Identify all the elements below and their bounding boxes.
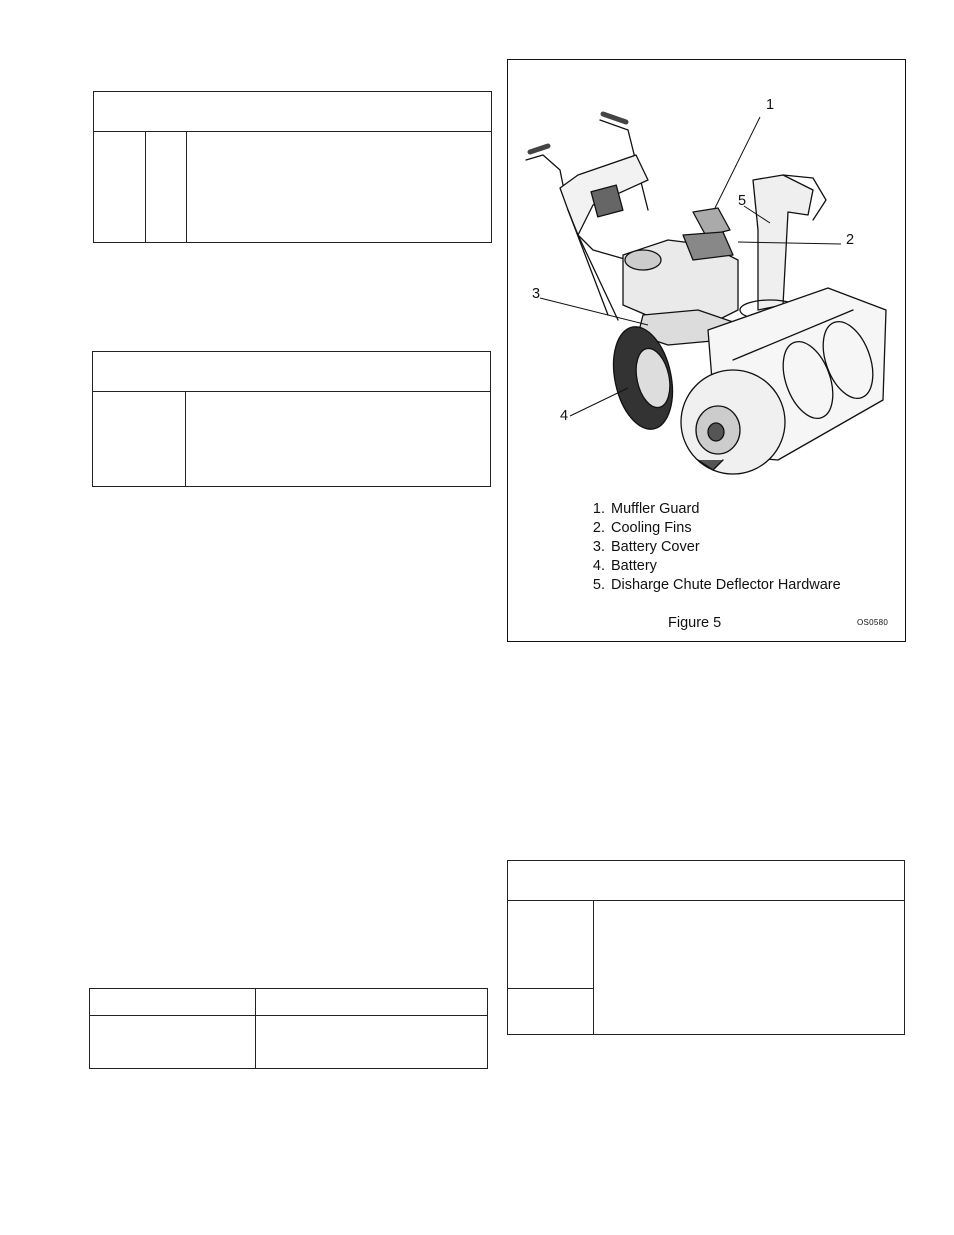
figure-caption: Figure 5 <box>668 615 722 631</box>
figure-5-frame <box>507 59 906 642</box>
callout-5: 5 <box>738 193 747 209</box>
table-4-col-divider <box>593 900 594 1035</box>
figure-code: OS0580 <box>857 618 889 627</box>
legend-item <box>581 500 841 519</box>
table-3-header-divider <box>89 1015 488 1016</box>
legend-number: 5. <box>592 577 605 593</box>
callout-3: 3 <box>532 286 541 302</box>
callout-1: 1 <box>766 97 775 113</box>
leader-line-4 <box>570 388 628 416</box>
legend-item <box>581 538 841 557</box>
callout-4: 4 <box>560 408 569 424</box>
legend-number: 4. <box>592 558 605 574</box>
table-1-col-divider-1 <box>145 131 146 243</box>
snowblower-illustration <box>508 60 905 500</box>
legend-label: Muffler Guard <box>611 501 700 517</box>
legend-number: 2. <box>592 520 605 536</box>
leader-line-2 <box>738 242 841 244</box>
legend-label: Battery <box>611 558 657 574</box>
legend-number: 1. <box>592 501 605 517</box>
table-1-col-divider-2 <box>186 131 187 243</box>
table-3-col-divider <box>255 988 256 1069</box>
legend-label: Disharge Chute Deflector Hardware <box>611 577 841 593</box>
table-1 <box>93 91 492 243</box>
figure-legend <box>581 500 841 595</box>
legend-label: Battery Cover <box>611 539 700 555</box>
callout-2: 2 <box>846 232 855 248</box>
legend-label: Cooling Fins <box>611 520 692 536</box>
table-3 <box>89 988 488 1069</box>
legend-item <box>581 576 841 595</box>
table-2-col-divider <box>185 391 186 487</box>
legend-item <box>581 557 841 576</box>
table-2-header-divider <box>92 391 491 392</box>
legend-number: 3. <box>592 539 605 555</box>
table-4-row-divider <box>507 988 593 989</box>
table-1-header-divider <box>93 131 492 132</box>
legend-item <box>581 519 841 538</box>
table-2 <box>92 351 491 487</box>
table-4 <box>507 860 905 1035</box>
table-4-header-divider <box>507 900 905 901</box>
